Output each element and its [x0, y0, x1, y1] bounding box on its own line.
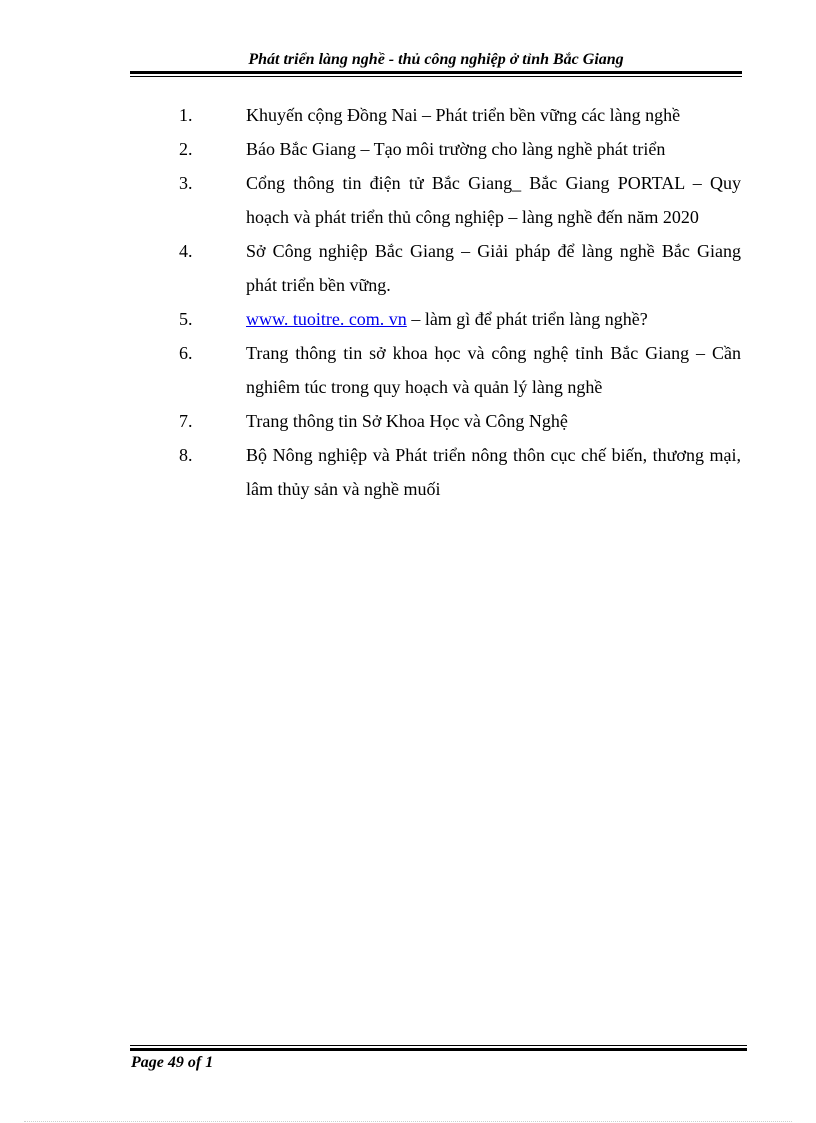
reference-item: [179, 302, 741, 336]
page-bottom-edge: [24, 1121, 792, 1122]
reference-link[interactable]: www. tuoitre. com. vn: [246, 309, 407, 329]
reference-number: 5.: [179, 309, 193, 329]
reference-number: 3.: [179, 173, 193, 193]
reference-text-with-link: [246, 302, 741, 336]
reference-item: [179, 234, 741, 302]
reference-item: [179, 98, 741, 132]
header-rule-thick: [130, 71, 742, 74]
reference-number: 4.: [179, 241, 193, 261]
reference-text: Cổng thông tin điện tử Bắc Giang_ Bắc Giang PORTAL – Quy hoạch và phát triển thủ công nghiệp – làng nghề đến năm 2020: [246, 173, 741, 227]
reference-text: Trang thông tin sở khoa học và công nghệ tỉnh Bắc Giang – Cần nghiêm túc trong quy hoạch và quản lý làng nghề: [246, 343, 741, 397]
footer-rule-thin: [130, 1045, 747, 1046]
reference-text: Trang thông tin Sở Khoa Học và Công Nghệ: [246, 411, 568, 431]
reference-number: 7.: [179, 411, 193, 431]
page-number-footer: Page 49 of 1: [131, 1054, 214, 1071]
reference-item: [179, 438, 741, 506]
running-header-title: Phát triển làng nghề - thủ công nghiệp ở tỉnh Bắc Giang: [248, 51, 624, 68]
reference-number: 1.: [179, 105, 193, 125]
reference-item: [179, 404, 741, 438]
reference-text: Báo Bắc Giang – Tạo môi trường cho làng nghề phát triển: [246, 139, 666, 159]
reference-number: 8.: [179, 445, 193, 465]
reference-item: [179, 132, 741, 166]
reference-list: [179, 98, 741, 506]
footer-rule-thick: [130, 1048, 747, 1051]
reference-text: Khuyến cộng Đồng Nai – Phát triển bền vững các làng nghề: [246, 105, 681, 125]
header-rule-thin: [130, 76, 742, 77]
reference-number: 6.: [179, 343, 193, 363]
reference-text: Bộ Nông nghiệp và Phát triển nông thôn cục chế biến, thương mại, lâm thủy sản và nghề muối: [246, 445, 741, 499]
reference-item: [179, 166, 741, 234]
reference-item: [179, 336, 741, 404]
reference-number: 2.: [179, 139, 193, 159]
reference-link-suffix: – làm gì để phát triển làng nghề?: [406, 309, 648, 329]
reference-text: Sở Công nghiệp Bắc Giang – Giải pháp để làng nghề Bắc Giang phát triển bền vững.: [246, 241, 741, 295]
